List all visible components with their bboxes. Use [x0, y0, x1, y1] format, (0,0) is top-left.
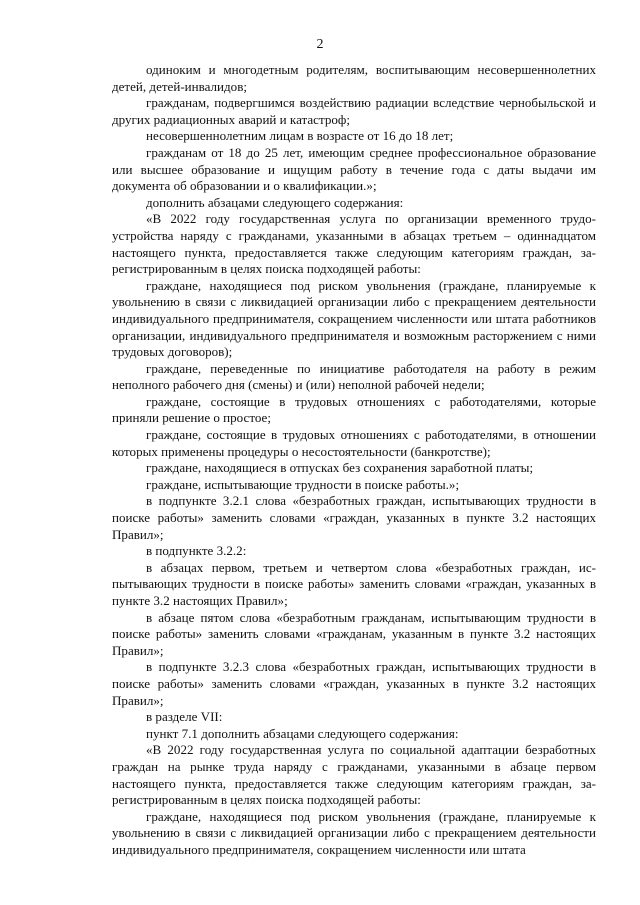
paragraph: в разделе VII: [146, 709, 223, 725]
page-number: 2 [316, 37, 324, 52]
paragraph: в абзацах первом, третьем и четвертом слова «безработных граждан, испытывающих трудности в поиске работы» заменить словами «граждан, указанных в пункте 3.2 настоящих Правил»; [112, 559, 596, 608]
paragraph: гражданам, подвергшимся воздействию радиации вследствие чернобыльской и других радиационных аварий и катастроф; [112, 95, 596, 127]
paragraph: в подпункте 3.2.3 слова «безработных граждан, испытывающих трудности в поиске работы» заменить словами «граждан, указанных в пункте 3.2 настоящих Правил»; [112, 659, 596, 708]
paragraph: дополнить абзацами следующего содержания: [146, 194, 404, 210]
paragraph: несовершеннолетним лицам в возрасте от 16 до 18 лет; [146, 128, 454, 144]
paragraph: граждане, переведенные по инициативе работодателя на работу в режим неполного рабочего дня (смены) и (или) неполной рабочей недели; [112, 360, 596, 393]
paragraph: в абзаце пятом слова «безработным гражданам, испытывающим трудности в поиске работы» заменить словами «гражданам, указанным в пункте 3.2 настоящих Правил»; [112, 609, 596, 658]
paragraph: граждане, испытывающие трудности в поиске работы.»; [146, 476, 460, 492]
paragraph: граждане, находящиеся в отпусках без сохранения заработной платы; [146, 460, 534, 476]
paragraph: гражданам от 18 до 25 лет, имеющим среднее профессиональное образование или высшее образование и ищущим работу в течение года с даты выдачи им документа об образовании и о квалификации.»; [112, 144, 596, 194]
paragraph: граждане, состоящие в трудовых отношениях с работодателями, которые приняли решение о простое; [112, 393, 596, 426]
paragraph: в подпункте 3.2.2: [146, 543, 247, 559]
paragraph: граждане, состоящие в трудовых отношениях с работодателями, в отношении которых применены процедуры о несостоятельности (банкротстве); [112, 427, 596, 459]
paragraph: «В 2022 году государственная услуга по организации временного трудоустройства наряду с гражданами, указанными в абзацах третьем – одиннадцатом настоящего пункта, предоставляется также следующим категориям граждан, зарегистрированным в целях поиска подходящей работы: [112, 211, 596, 277]
paragraph: граждане, находящиеся под риском увольнения (граждане, планируемые к увольнению в связи с ликвидацией организации либо с прекращением деятельности индивидуального предпринимателя, сокращением численности или штата [112, 808, 596, 857]
paragraph: одиноким и многодетным родителям, воспитывающим несовершеннолетних детей, детей-инвалидов; [112, 62, 596, 94]
paragraph: «В 2022 году государственная услуга по социальной адаптации безработных граждан на рынке труда наряду с гражданами, указанными в абзаце первом настоящего пункта, предоставляется также следующим категориям граждан, зарегистрированным в целях поиска подходящей работы: [112, 742, 596, 808]
paragraph: граждане, находящиеся под риском увольнения (граждане, планируемые к увольнению в связи с ликвидацией организации либо с прекращением деятельности индивидуального предпринимателя, сокращением численности или штата работников организации, индивидуального предпринимателя и возможным расторжением с ними трудовых договоров); [112, 277, 596, 360]
document-body [112, 62, 596, 859]
paragraph: пункт 7.1 дополнить абзацами следующего содержания: [146, 725, 459, 741]
paragraph: в подпункте 3.2.1 слова «безработных граждан, испытывающих трудности в поиске работы» заменить словами «граждан, указанных в пункте 3.2 настоящих Правил»; [112, 493, 596, 542]
